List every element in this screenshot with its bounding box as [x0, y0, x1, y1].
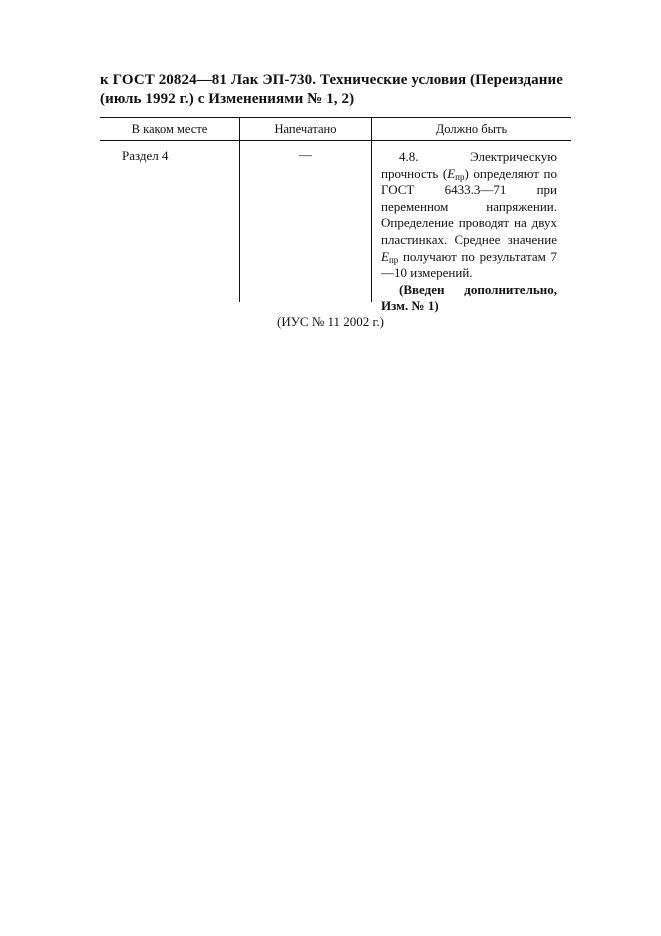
clause-4-8-text — [381, 149, 557, 282]
symbol-E: E — [447, 165, 456, 181]
header-should-be: Должно быть — [435, 122, 508, 136]
column-divider-2 — [371, 117, 372, 302]
clause-text-part-3: получают по результатам 7—10 измерений. — [381, 248, 557, 281]
symbol-E: E — [381, 248, 389, 264]
cell-should-be — [381, 149, 557, 315]
amendment-title: к ГОСТ 20824—81 Лак ЭП-730. Технические условия (Переиздание (июль 1992 г.) с Изменениями № 1, 2) — [100, 72, 563, 107]
clause-text-part-1: 4.8. Электрическую прочность ( — [381, 149, 557, 181]
symbol-subscript: пр — [455, 171, 465, 182]
footer-source: (ИУС № 11 2002 г.) — [277, 314, 384, 329]
symbol-subscript: пр — [388, 254, 399, 265]
header-place: В каком месте — [131, 122, 208, 136]
header-printed: Напечатано — [274, 122, 337, 136]
table-top-rule — [100, 117, 571, 118]
clause-text-part-2: ) определяют по ГОСТ 6433.3—71 при переменном напряжении. Определение проводят на двух пластинках. Среднее значение — [381, 165, 557, 247]
cell-printed: — — [299, 147, 312, 162]
amendment-note: (Введен дополнительно, Изм. № 1) — [381, 281, 557, 314]
cell-place: Раздел 4 — [122, 148, 169, 163]
table-header-rule — [100, 140, 571, 141]
column-divider-1 — [239, 117, 240, 302]
